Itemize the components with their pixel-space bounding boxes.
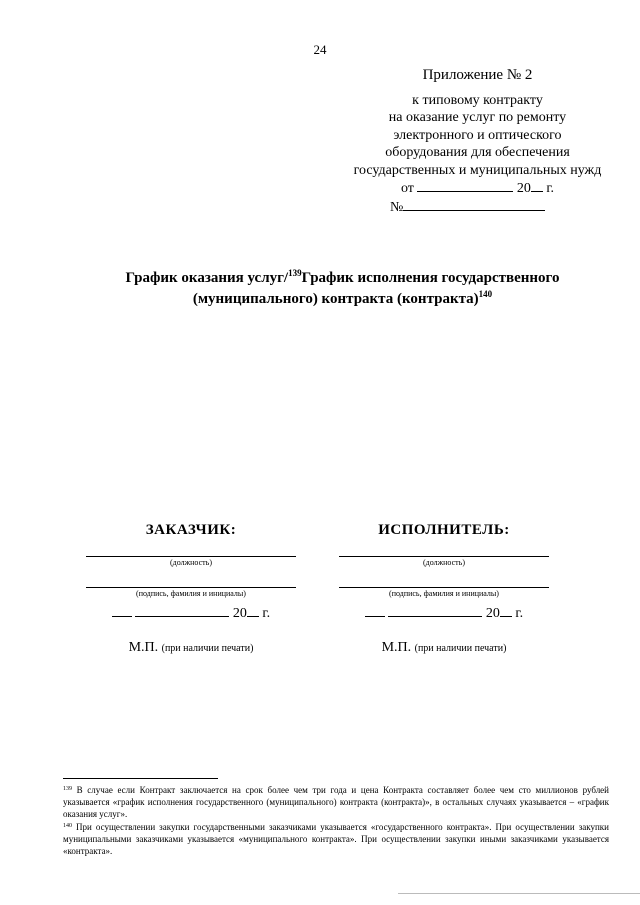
appendix-date-line xyxy=(330,179,625,198)
footnote-ref-140: 140 xyxy=(478,289,493,299)
contractor-block xyxy=(334,522,554,656)
number-prefix: № xyxy=(390,199,404,215)
contractor-position-line xyxy=(339,556,549,557)
stamp-label: М.П. xyxy=(381,640,412,655)
date-year-blank xyxy=(531,179,543,192)
appendix-number-line xyxy=(330,198,625,217)
customer-stamp xyxy=(81,640,301,656)
customer-position-caption: (должность) xyxy=(170,558,212,567)
month-blank xyxy=(388,604,482,617)
appendix-line: на оказание услуг по ремонту xyxy=(388,110,567,125)
footnote-number: 139 xyxy=(63,786,72,792)
heading-part: График оказания услуг/ xyxy=(125,270,289,286)
heading-line-2 xyxy=(80,289,605,310)
appendix-line: к типовому контракту xyxy=(412,92,543,108)
heading-part: График исполнения государственного xyxy=(301,270,560,286)
stamp-note: (при наличии печати) xyxy=(161,643,254,654)
footnote-text: В случае если Контракт заключается на срок более чем три года и цена Контракта составляет более чем сто миллионов рублей указывается «график исполнения государственного (муниципального) контракта (контракта)», в остальных случаях указывается – «график оказания услуг». xyxy=(63,785,609,820)
date-day-month-blank xyxy=(417,179,513,192)
date-suffix: г. xyxy=(515,606,524,621)
contractor-position-caption: (должность) xyxy=(423,558,465,567)
stamp-note: (при наличии печати) xyxy=(414,643,507,654)
customer-block xyxy=(81,522,301,656)
day-blank xyxy=(112,604,132,617)
year-blank xyxy=(247,604,259,617)
page-number: 24 xyxy=(313,42,327,57)
appendix-line: оборудования для обеспечения xyxy=(385,145,570,160)
footnote-number: 140 xyxy=(63,822,72,829)
scan-edge-line xyxy=(398,893,640,894)
date-suffix: г. xyxy=(262,606,271,621)
date-year: 20 xyxy=(516,181,531,196)
customer-date xyxy=(81,604,301,622)
document-heading xyxy=(80,268,605,310)
customer-title: ЗАКАЗЧИК: xyxy=(145,522,237,538)
contractor-date xyxy=(334,604,554,622)
customer-signature-line xyxy=(86,587,296,588)
appendix-title: Приложение № 2 xyxy=(422,67,533,83)
date-year: 20 xyxy=(232,606,247,621)
footnote-140 xyxy=(63,821,609,858)
footnote-text: При осуществлении закупки государственными заказчиками указывается «государственного контракта». При осуществлении закупки муниципальными заказчиками указывается «муниципального контракта». При осуществлении закупки иными заказчиками указывается «контракта». xyxy=(63,821,609,857)
date-year: 20 xyxy=(485,606,500,621)
appendix-line: государственных и муниципальных нужд xyxy=(353,162,602,178)
date-suffix: г. xyxy=(546,181,555,196)
footnote-ref-139: 139 xyxy=(288,268,302,278)
date-prefix: от xyxy=(400,181,414,196)
heading-part: (муниципального) контракта (контракта) xyxy=(192,291,479,307)
month-blank xyxy=(135,604,229,617)
customer-signature-caption: (подпись, фамилия и инициалы) xyxy=(136,589,246,598)
contractor-stamp xyxy=(334,640,554,656)
contractor-signature-line xyxy=(339,587,549,588)
appendix-line: электронного и оптического xyxy=(393,127,562,143)
footnotes xyxy=(63,784,609,857)
contractor-signature-caption: (подпись, фамилия и инициалы) xyxy=(389,589,499,598)
day-blank xyxy=(365,604,385,617)
year-blank xyxy=(500,604,512,617)
number-blank xyxy=(403,198,545,211)
footnote-separator xyxy=(63,778,218,779)
appendix-block xyxy=(330,67,625,216)
customer-position-line xyxy=(86,556,296,557)
contractor-title: ИСПОЛНИТЕЛЬ: xyxy=(378,522,510,538)
stamp-label: М.П. xyxy=(128,640,159,655)
footnote-139 xyxy=(63,784,609,821)
heading-line-1 xyxy=(80,268,605,289)
